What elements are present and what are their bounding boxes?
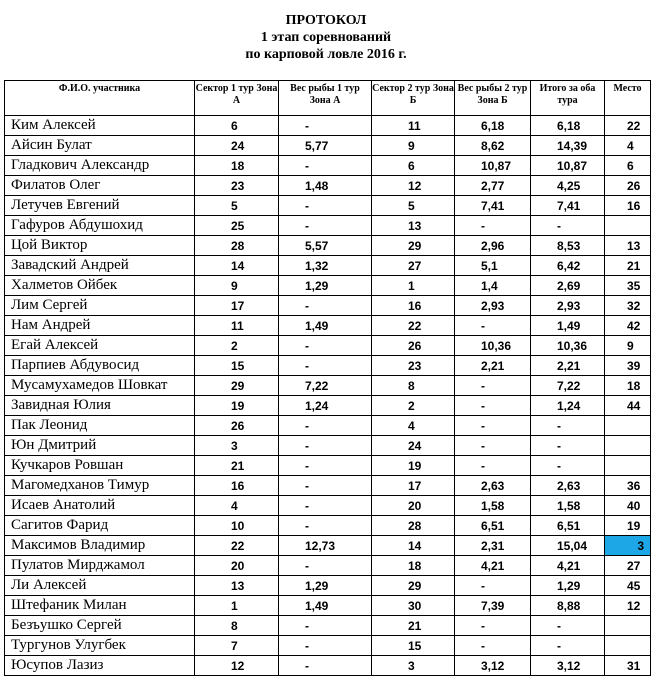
header-sector-1: Сектор 1 тур Зона А — [195, 81, 279, 116]
cell-name: Максимов Владимир — [5, 536, 195, 556]
cell-sector-1: 21 — [195, 456, 279, 476]
cell-total: 2,21 — [531, 356, 605, 376]
cell-total: 7,22 — [531, 376, 605, 396]
cell-sector-1: 20 — [195, 556, 279, 576]
cell-sector-1: 14 — [195, 256, 279, 276]
cell-weight-2: 2,21 — [455, 356, 531, 376]
cell-weight-1: - — [279, 356, 372, 376]
cell-weight-2: 7,41 — [455, 196, 531, 216]
cell-sector-1: 13 — [195, 576, 279, 596]
cell-place — [605, 416, 651, 436]
cell-weight-1: 1,29 — [279, 576, 372, 596]
cell-weight-2: 2,63 — [455, 476, 531, 496]
table-row — [5, 596, 651, 616]
cell-weight-2: 2,96 — [455, 236, 531, 256]
table-row — [5, 616, 651, 636]
cell-weight-2: 2,93 — [455, 296, 531, 316]
cell-weight-2: - — [455, 316, 531, 336]
cell-total: 6,51 — [531, 516, 605, 536]
cell-place: 4 — [605, 136, 651, 156]
cell-place: 32 — [605, 296, 651, 316]
cell-sector-1: 8 — [195, 616, 279, 636]
cell-name: Пак Леонид — [5, 416, 195, 436]
cell-place: 31 — [605, 656, 651, 676]
cell-sector-2: 9 — [372, 136, 455, 156]
cell-sector-1: 26 — [195, 416, 279, 436]
cell-place: 9 — [605, 336, 651, 356]
cell-weight-1: - — [279, 516, 372, 536]
cell-weight-1: 1,24 — [279, 396, 372, 416]
cell-sector-2: 8 — [372, 376, 455, 396]
cell-total: - — [531, 416, 605, 436]
cell-name: Гафуров Абдушохид — [5, 216, 195, 236]
cell-name: Пулатов Мирджамол — [5, 556, 195, 576]
title-line-1: ПРОТОКОЛ — [285, 13, 367, 28]
cell-sector-1: 28 — [195, 236, 279, 256]
cell-total: - — [531, 216, 605, 236]
cell-total: - — [531, 456, 605, 476]
cell-total: 2,69 — [531, 276, 605, 296]
cell-weight-1: - — [279, 116, 372, 136]
cell-total: 10,36 — [531, 336, 605, 356]
cell-place: 19 — [605, 516, 651, 536]
table-row — [5, 376, 651, 396]
table-row — [5, 236, 651, 256]
cell-sector-2: 20 — [372, 496, 455, 516]
cell-total: 3,12 — [531, 656, 605, 676]
header-row — [5, 81, 651, 116]
cell-sector-2: 5 — [372, 196, 455, 216]
cell-name: Нам Андрей — [5, 316, 195, 336]
cell-total: - — [531, 616, 605, 636]
cell-name: Исаев Анатолий — [5, 496, 195, 516]
cell-sector-2: 13 — [372, 216, 455, 236]
cell-weight-1: - — [279, 476, 372, 496]
cell-place: 39 — [605, 356, 651, 376]
cell-sector-2: 18 — [372, 556, 455, 576]
cell-sector-2: 6 — [372, 156, 455, 176]
cell-weight-1: 7,22 — [279, 376, 372, 396]
cell-sector-1: 10 — [195, 516, 279, 536]
cell-place: 45 — [605, 576, 651, 596]
cell-total: 1,29 — [531, 576, 605, 596]
cell-name: Безъушко Сергей — [5, 616, 195, 636]
cell-weight-1: - — [279, 436, 372, 456]
cell-name: Юн Дмитрий — [5, 436, 195, 456]
cell-sector-1: 2 — [195, 336, 279, 356]
table-row — [5, 296, 651, 316]
cell-name: Гладкович Александр — [5, 156, 195, 176]
protocol-title — [0, 12, 652, 63]
table-row — [5, 196, 651, 216]
cell-sector-2: 22 — [372, 316, 455, 336]
cell-weight-1: - — [279, 496, 372, 516]
cell-sector-2: 11 — [372, 116, 455, 136]
table-row — [5, 256, 651, 276]
cell-place: 16 — [605, 196, 651, 216]
cell-total: 10,87 — [531, 156, 605, 176]
cell-weight-1: - — [279, 636, 372, 656]
header-total: Итого за оба тура — [531, 81, 605, 116]
cell-sector-1: 15 — [195, 356, 279, 376]
cell-place: 27 — [605, 556, 651, 576]
cell-place — [605, 636, 651, 656]
cell-weight-2: 10,87 — [455, 156, 531, 176]
cell-weight-1: - — [279, 616, 372, 636]
cell-weight-2: 8,62 — [455, 136, 531, 156]
table-row — [5, 336, 651, 356]
cell-sector-1: 17 — [195, 296, 279, 316]
table-row — [5, 276, 651, 296]
results-table — [4, 80, 651, 676]
cell-weight-1: 1,49 — [279, 316, 372, 336]
cell-total: 2,63 — [531, 476, 605, 496]
cell-sector-1: 5 — [195, 196, 279, 216]
cell-sector-1: 19 — [195, 396, 279, 416]
cell-sector-1: 23 — [195, 176, 279, 196]
cell-weight-2: 2,77 — [455, 176, 531, 196]
cell-weight-2: - — [455, 416, 531, 436]
table-row — [5, 216, 651, 236]
table-row — [5, 136, 651, 156]
cell-sector-2: 19 — [372, 456, 455, 476]
header-weight-2: Вес рыбы 2 тур Зона Б — [455, 81, 531, 116]
cell-sector-2: 3 — [372, 656, 455, 676]
cell-sector-2: 17 — [372, 476, 455, 496]
cell-weight-2: - — [455, 376, 531, 396]
cell-name: Ким Алексей — [5, 116, 195, 136]
cell-place — [605, 456, 651, 476]
cell-name: Завидная Юлия — [5, 396, 195, 416]
cell-name: Летучев Евгений — [5, 196, 195, 216]
cell-weight-1: - — [279, 456, 372, 476]
table-row — [5, 476, 651, 496]
cell-sector-1: 18 — [195, 156, 279, 176]
cell-sector-2: 26 — [372, 336, 455, 356]
cell-weight-2: 6,18 — [455, 116, 531, 136]
cell-weight-2: - — [455, 216, 531, 236]
cell-sector-1: 9 — [195, 276, 279, 296]
cell-sector-2: 27 — [372, 256, 455, 276]
table-row — [5, 576, 651, 596]
cell-total: 1,24 — [531, 396, 605, 416]
cell-weight-1: - — [279, 556, 372, 576]
cell-name: Халметов Ойбек — [5, 276, 195, 296]
cell-weight-1: - — [279, 416, 372, 436]
cell-sector-2: 24 — [372, 436, 455, 456]
cell-place: 36 — [605, 476, 651, 496]
table-row — [5, 536, 651, 556]
cell-total: - — [531, 436, 605, 456]
cell-total: 8,53 — [531, 236, 605, 256]
cell-weight-2: - — [455, 636, 531, 656]
table-row — [5, 116, 651, 136]
cell-place — [605, 216, 651, 236]
cell-weight-2: - — [455, 436, 531, 456]
title-line-3: по карповой ловле 2016 г. — [245, 47, 407, 62]
cell-sector-1: 3 — [195, 436, 279, 456]
cell-name: Завадский Андрей — [5, 256, 195, 276]
cell-sector-1: 6 — [195, 116, 279, 136]
table-row — [5, 516, 651, 536]
cell-weight-1: 1,32 — [279, 256, 372, 276]
cell-sector-2: 4 — [372, 416, 455, 436]
table-body — [5, 116, 651, 676]
table-row — [5, 176, 651, 196]
table-row — [5, 456, 651, 476]
cell-name: Магомедханов Тимур — [5, 476, 195, 496]
header-place: Место — [605, 81, 651, 116]
table-row — [5, 656, 651, 676]
cell-sector-1: 11 — [195, 316, 279, 336]
cell-weight-1: - — [279, 336, 372, 356]
cell-place: 18 — [605, 376, 651, 396]
cell-sector-1: 16 — [195, 476, 279, 496]
cell-name: Лим Сергей — [5, 296, 195, 316]
cell-sector-2: 16 — [372, 296, 455, 316]
cell-place: 26 — [605, 176, 651, 196]
header-name: Ф.И.О. участника — [5, 81, 195, 116]
cell-place: 35 — [605, 276, 651, 296]
cell-total: 6,18 — [531, 116, 605, 136]
cell-total: 14,39 — [531, 136, 605, 156]
cell-sector-2: 14 — [372, 536, 455, 556]
cell-place: 42 — [605, 316, 651, 336]
cell-sector-1: 1 — [195, 596, 279, 616]
cell-sector-2: 23 — [372, 356, 455, 376]
cell-weight-2: 10,36 — [455, 336, 531, 356]
cell-sector-2: 21 — [372, 616, 455, 636]
table-row — [5, 496, 651, 516]
cell-weight-1: - — [279, 216, 372, 236]
cell-name: Парпиев Абдувосид — [5, 356, 195, 376]
table-row — [5, 556, 651, 576]
cell-total: 4,21 — [531, 556, 605, 576]
cell-total: 1,49 — [531, 316, 605, 336]
cell-sector-2: 29 — [372, 576, 455, 596]
cell-sector-2: 28 — [372, 516, 455, 536]
cell-sector-2: 12 — [372, 176, 455, 196]
cell-weight-1: - — [279, 196, 372, 216]
cell-total: 7,41 — [531, 196, 605, 216]
cell-name: Филатов Олег — [5, 176, 195, 196]
cell-total: 8,88 — [531, 596, 605, 616]
cell-name: Егай Алексей — [5, 336, 195, 356]
cell-total: - — [531, 636, 605, 656]
cell-weight-2: - — [455, 456, 531, 476]
cell-name: Айсин Булат — [5, 136, 195, 156]
header-weight-1: Вес рыбы 1 тур Зона А — [279, 81, 372, 116]
cell-weight-2: 5,1 — [455, 256, 531, 276]
cell-sector-1: 4 — [195, 496, 279, 516]
cell-place: 3 — [605, 536, 651, 556]
cell-name: Штефаник Милан — [5, 596, 195, 616]
table-row — [5, 156, 651, 176]
cell-total: 15,04 — [531, 536, 605, 556]
cell-sector-1: 12 — [195, 656, 279, 676]
cell-sector-2: 30 — [372, 596, 455, 616]
cell-weight-2: 4,21 — [455, 556, 531, 576]
cell-weight-1: - — [279, 656, 372, 676]
table-row — [5, 396, 651, 416]
cell-weight-1: 5,77 — [279, 136, 372, 156]
cell-place: 13 — [605, 236, 651, 256]
cell-weight-1: 1,49 — [279, 596, 372, 616]
cell-sector-1: 29 — [195, 376, 279, 396]
cell-weight-1: 1,48 — [279, 176, 372, 196]
cell-name: Кучкаров Ровшан — [5, 456, 195, 476]
header-sector-2: Сектор 2 тур Зона Б — [372, 81, 455, 116]
cell-weight-2: 1,58 — [455, 496, 531, 516]
cell-weight-1: 12,73 — [279, 536, 372, 556]
cell-total: 2,93 — [531, 296, 605, 316]
cell-weight-1: 5,57 — [279, 236, 372, 256]
cell-weight-2: - — [455, 616, 531, 636]
cell-weight-2: 7,39 — [455, 596, 531, 616]
cell-sector-2: 1 — [372, 276, 455, 296]
cell-place: 6 — [605, 156, 651, 176]
cell-sector-2: 2 — [372, 396, 455, 416]
cell-total: 6,42 — [531, 256, 605, 276]
cell-sector-2: 29 — [372, 236, 455, 256]
cell-weight-2: 1,4 — [455, 276, 531, 296]
cell-place: 40 — [605, 496, 651, 516]
cell-weight-2: 3,12 — [455, 656, 531, 676]
cell-place: 12 — [605, 596, 651, 616]
cell-sector-1: 25 — [195, 216, 279, 236]
cell-name: Сагитов Фарид — [5, 516, 195, 536]
cell-name: Юсупов Лазиз — [5, 656, 195, 676]
cell-name: Ли Алексей — [5, 576, 195, 596]
cell-weight-2: - — [455, 396, 531, 416]
cell-place — [605, 436, 651, 456]
table-row — [5, 316, 651, 336]
cell-weight-2: 2,31 — [455, 536, 531, 556]
cell-sector-1: 24 — [195, 136, 279, 156]
cell-weight-1: - — [279, 296, 372, 316]
cell-weight-2: 6,51 — [455, 516, 531, 536]
cell-sector-1: 7 — [195, 636, 279, 656]
title-line-2: 1 этап соревнований — [260, 30, 392, 45]
cell-name: Мусамухамедов Шовкат — [5, 376, 195, 396]
cell-sector-2: 15 — [372, 636, 455, 656]
cell-weight-1: 1,29 — [279, 276, 372, 296]
table-row — [5, 636, 651, 656]
cell-place — [605, 616, 651, 636]
cell-name: Тургунов Улугбек — [5, 636, 195, 656]
cell-place: 21 — [605, 256, 651, 276]
table-row — [5, 436, 651, 456]
cell-place: 44 — [605, 396, 651, 416]
cell-weight-1: - — [279, 156, 372, 176]
cell-place: 22 — [605, 116, 651, 136]
cell-weight-2: - — [455, 576, 531, 596]
table-row — [5, 416, 651, 436]
cell-total: 1,58 — [531, 496, 605, 516]
cell-total: 4,25 — [531, 176, 605, 196]
cell-name: Цой Виктор — [5, 236, 195, 256]
table-row — [5, 356, 651, 376]
cell-sector-1: 22 — [195, 536, 279, 556]
